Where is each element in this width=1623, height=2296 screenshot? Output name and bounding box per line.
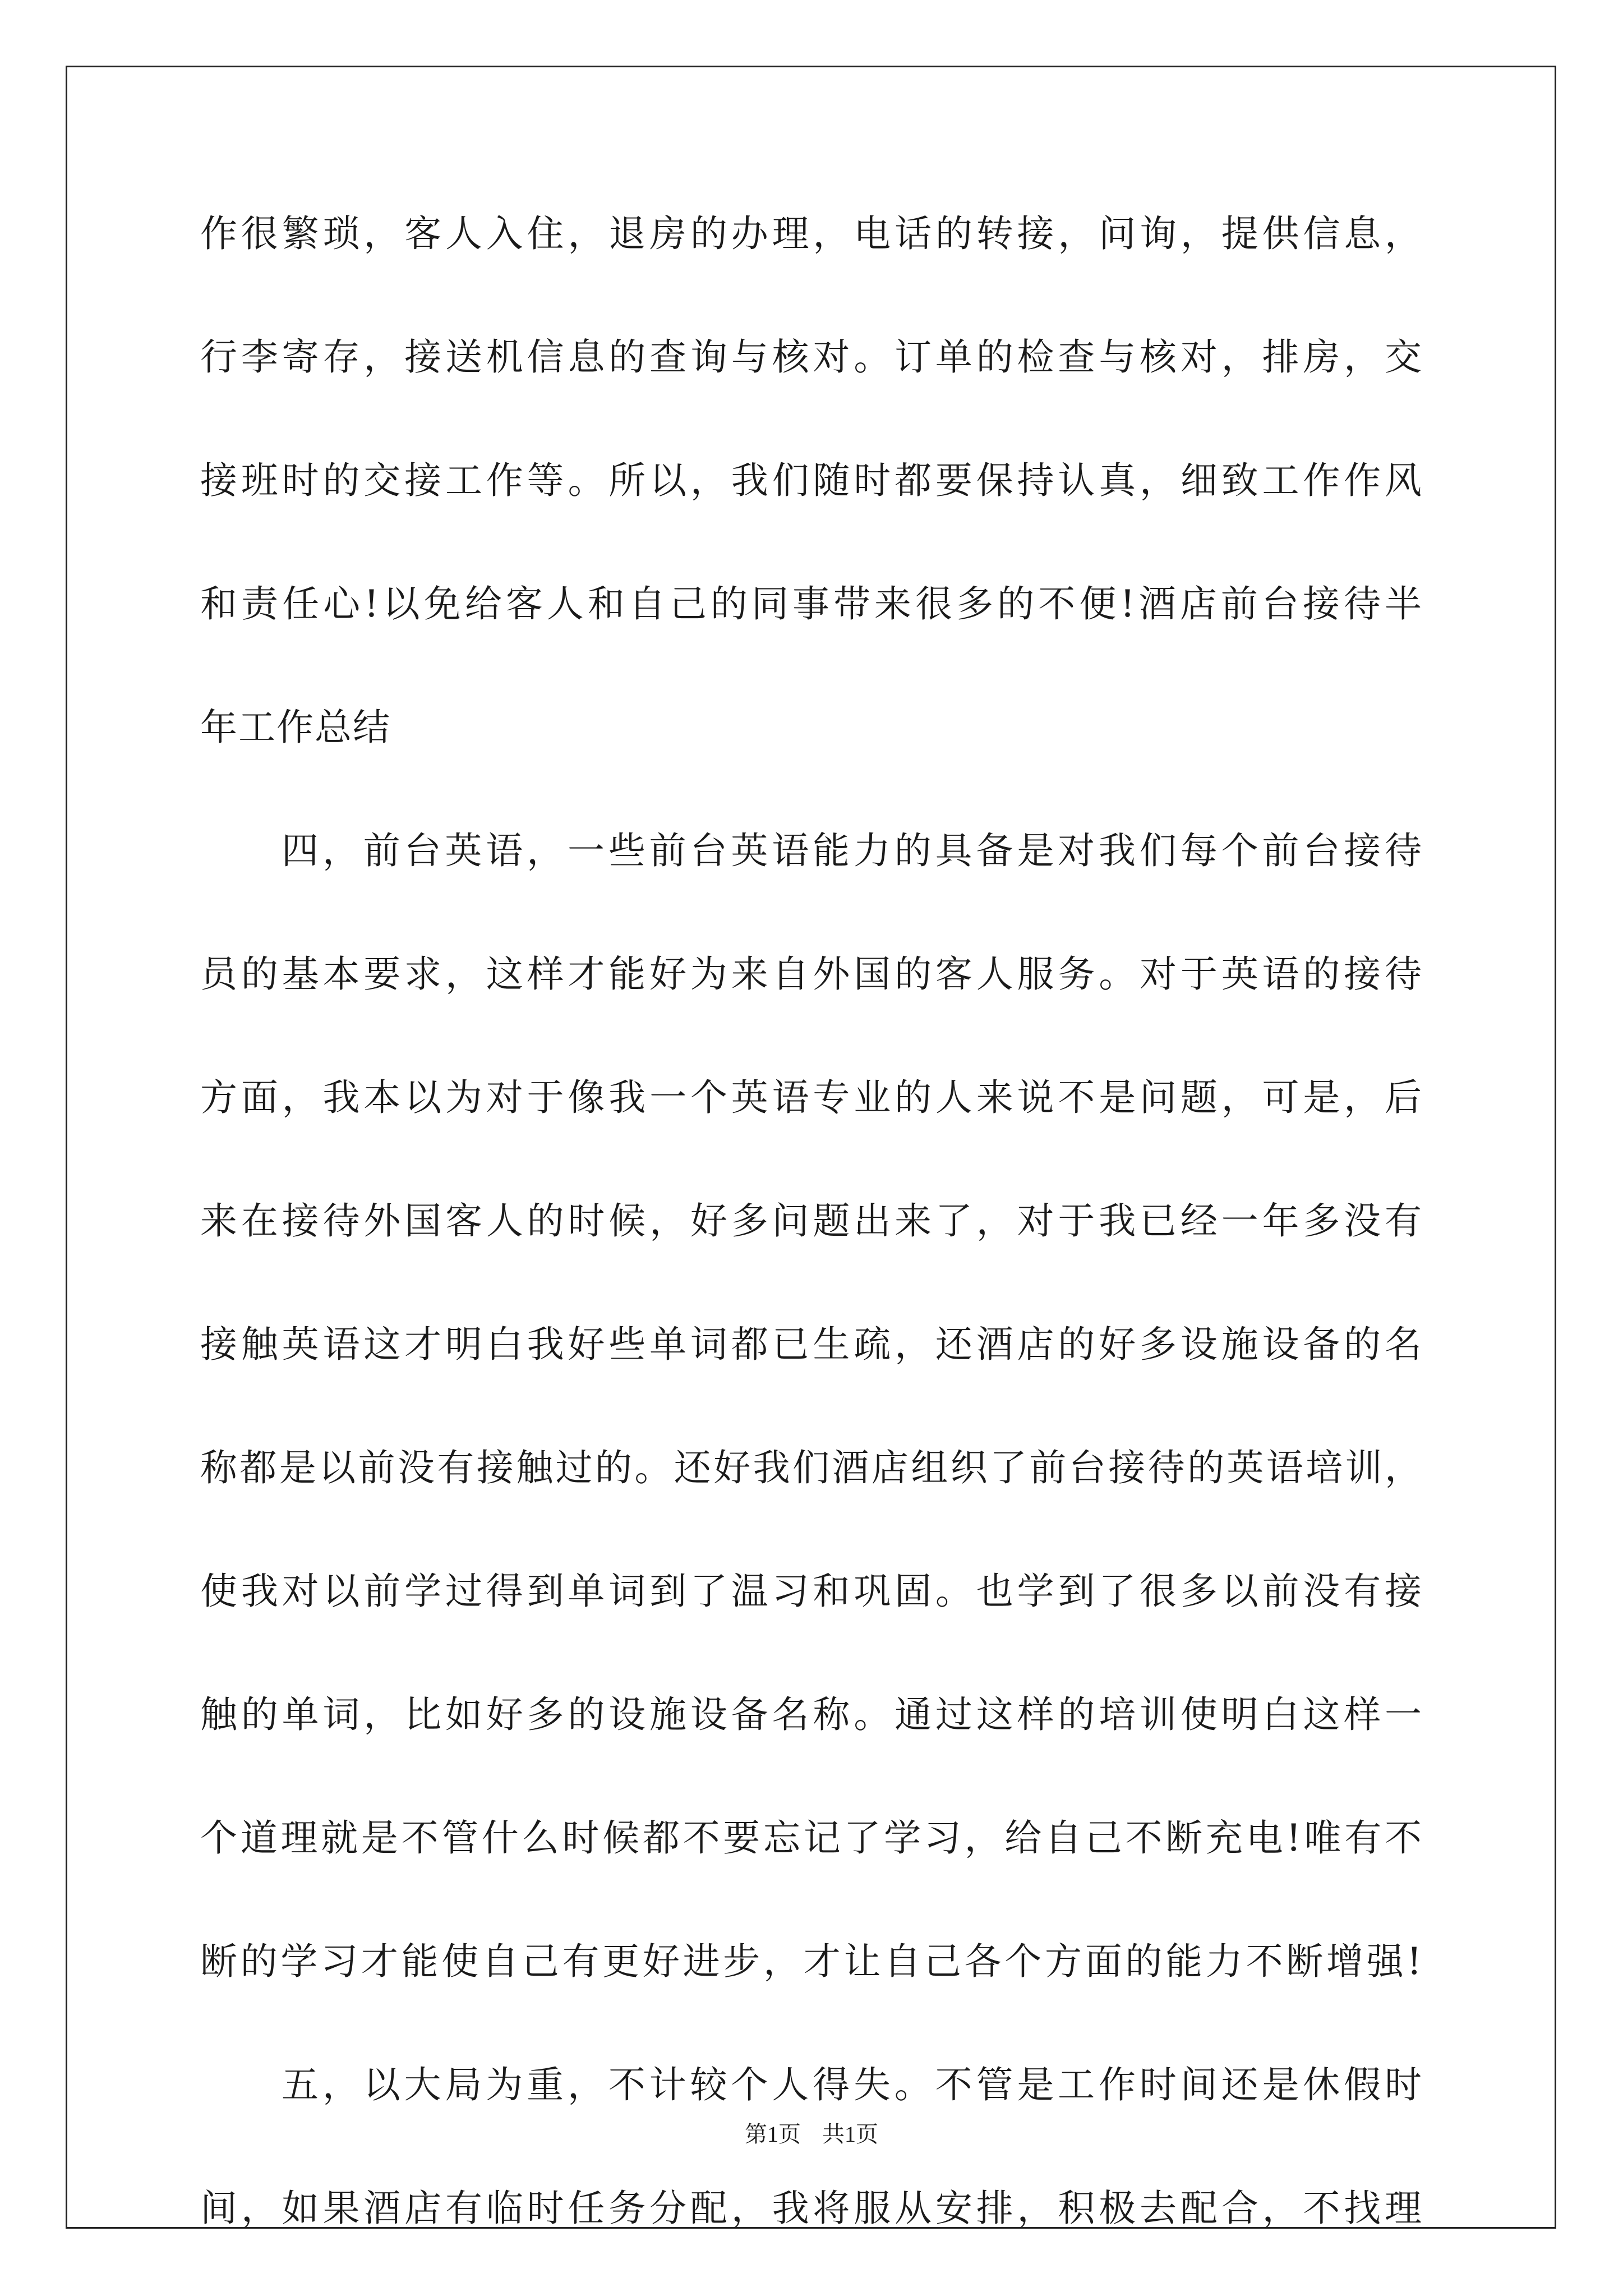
text-line: 员的基本要求，这样才能好为来自外国的客人服务。对于英语的接待 xyxy=(200,953,1423,996)
text-line: 和责任心!以免给客人和自己的同事带来很多的不便!酒店前台接待半 xyxy=(200,582,1423,625)
text-line: 年工作总结 xyxy=(200,706,391,749)
text-line: 个道理就是不管什么时候都不要忘记了学习，给自己不断充电!唯有不 xyxy=(200,1816,1423,1860)
page-number-current: 第1页 xyxy=(745,2122,801,2147)
text-line: 接班时的交接工作等。所以，我们随时都要保持认真，细致工作作风 xyxy=(200,459,1423,502)
page-frame xyxy=(66,66,1556,2229)
text-line: 触的单词，比如好多的设施设备名称。通过这样的培训使明白这样一 xyxy=(200,1693,1423,1736)
text-line: 作很繁琐，客人入住，退房的办理，电话的转接，问询，提供信息， xyxy=(200,212,1423,255)
text-line: 行李寄存，接送机信息的查询与核对。订单的检查与核对，排房，交 xyxy=(200,335,1423,379)
text-line: 间，如果酒店有临时任务分配，我将服从安排，积极去配合，不找理 xyxy=(200,2187,1423,2230)
text-line: 方面，我本以为对于像我一个英语专业的人来说不是问题，可是，后 xyxy=(200,1076,1423,1119)
text-line: 接触英语这才明白我好些单词都已生疏，还酒店的好多设施设备的名 xyxy=(200,1323,1423,1366)
text-line: 来在接待外国客人的时候，好多问题出来了，对于我已经一年多没有 xyxy=(200,1199,1423,1243)
text-line: 断的学习才能使自己有更好进步，才让自己各个方面的能力不断增强! xyxy=(200,1940,1423,1983)
page-number-total: 共1页 xyxy=(822,2122,878,2147)
page-footer xyxy=(0,2118,1623,2151)
text-line: 称都是以前没有接触过的。还好我们酒店组织了前台接待的英语培训， xyxy=(200,1446,1423,1489)
text-line: 使我对以前学过得到单词到了温习和巩固。也学到了很多以前没有接 xyxy=(200,1570,1423,1613)
paragraph-start-line: 五，以大局为重，不计较个人得失。不管是工作时间还是休假时 xyxy=(282,2063,1423,2106)
paragraph-start-line: 四，前台英语，一些前台英语能力的具备是对我们每个前台接待 xyxy=(282,829,1423,872)
